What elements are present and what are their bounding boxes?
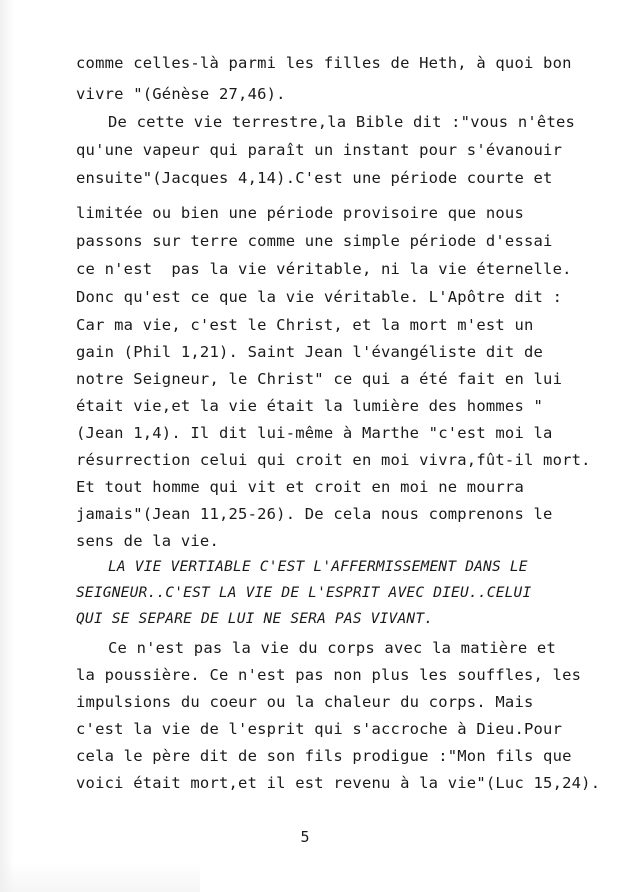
- text-line: était vie,et la vie était la lumière des hommes ": [76, 397, 544, 415]
- text-line: cela le père dit de son fils prodigue :"Mon fils que: [76, 747, 572, 765]
- text-line: notre Seigneur, le Christ" ce qui a été fait en lui: [76, 370, 563, 388]
- emphasis-line: SEIGNEUR..C'EST LA VIE DE L'ESPRIT AVEC DIEU..CELUI: [76, 585, 532, 601]
- text-line: Et tout homme qui vit et croit en moi ne mourra: [76, 478, 524, 496]
- text-line: De cette vie terrestre,la Bible dit :"vous n'êtes: [108, 113, 576, 131]
- text-line: passons sur terre comme une simple période d'essai: [76, 232, 553, 250]
- text-line: comme celles-là parmi les filles de Heth, à quoi bon: [76, 54, 572, 72]
- scan-shadow-bottom: [0, 862, 200, 892]
- text-line: (Jean 1,4). Il dit lui-même à Marthe "c'est moi la: [76, 424, 553, 442]
- text-line: ensuite"(Jacques 4,14).C'est une période courte et: [76, 169, 553, 187]
- text-line: ce n'est pas la vie véritable, ni la vie éternelle.: [76, 260, 572, 278]
- text-line: gain (Phil 1,21). Saint Jean l'évangéliste dit de: [76, 343, 544, 361]
- text-line: vivre "(Génèse 27,46).: [76, 85, 286, 103]
- scan-shadow-left: [0, 0, 14, 892]
- emphasis-line: QUI SE SEPARE DE LUI NE SERA PAS VIVANT.: [76, 611, 434, 627]
- page-number: 5: [300, 828, 310, 846]
- text-line: jamais"(Jean 11,25-26). De cela nous comprenons le: [76, 505, 553, 523]
- emphasis-line: LA VIE VERTIABLE C'EST L'AFFERMISSEMENT DANS LE: [108, 559, 528, 575]
- text-line: résurrection celui qui croit en moi vivra,fût-il mort.: [76, 451, 591, 469]
- text-line: limitée ou bien une période provisoire que nous: [76, 204, 524, 222]
- text-line: qu'une vapeur qui paraît un instant pour s'évanouir: [76, 141, 563, 159]
- text-line: c'est la vie de l'esprit qui s'accroche à Dieu.Pour: [76, 720, 563, 738]
- text-line: impulsions du coeur ou la chaleur du corps. Mais: [76, 693, 534, 711]
- text-line: Car ma vie, c'est le Christ, et la mort m'est un: [76, 316, 534, 334]
- text-line: sens de la vie.: [76, 532, 219, 550]
- text-line: la poussière. Ce n'est pas non plus les souffles, les: [76, 666, 582, 684]
- text-line: voici était mort,et il est revenu à la vie"(Luc 15,24).: [76, 774, 601, 792]
- text-line: Ce n'est pas la vie du corps avec la matière et: [108, 639, 556, 657]
- text-line: Donc qu'est ce que la vie véritable. L'Apôtre dit :: [76, 288, 563, 306]
